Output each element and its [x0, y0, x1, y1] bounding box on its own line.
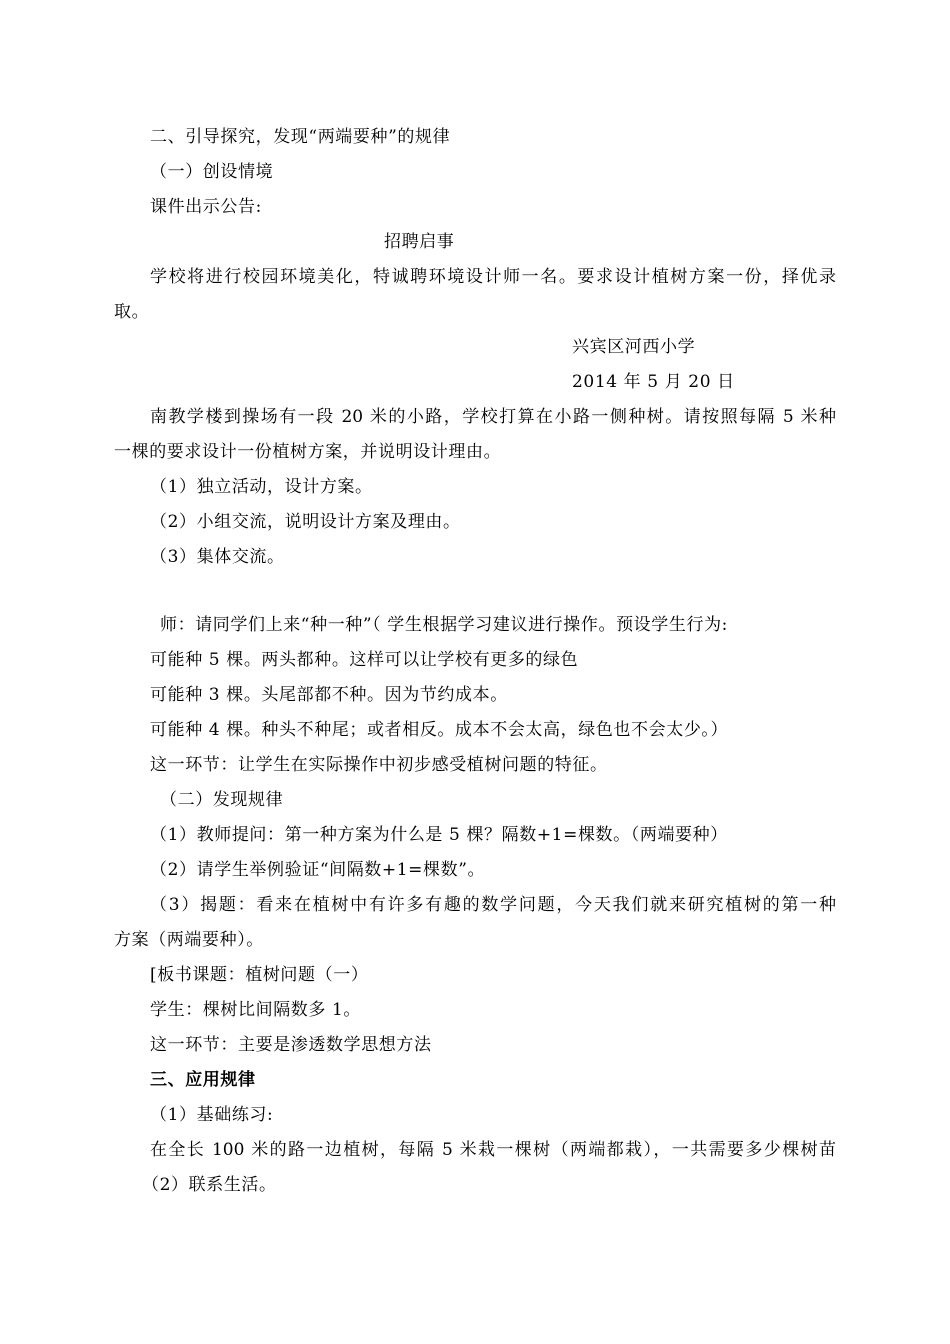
task-line-1: 南教学楼到操场有一段 20 米的小路，学校打算在小路一侧种树。请按照每隔 5 米种: [150, 407, 836, 427]
teacher-prompt: 师：请同学们上来“种一种”（ 学生根据学习建议进行操作。预设学生行为:: [160, 615, 729, 635]
student-answer: 学生：棵树比间隔数多 1。: [150, 1000, 362, 1020]
notice-signer: 兴宾区河西小学: [572, 337, 696, 357]
notice-title: 招聘启事: [384, 232, 455, 252]
reveal-line-1: （3）揭题：看来在植树中有许多有趣的数学问题，今天我们就来研究植树的第一种: [150, 895, 836, 915]
basic-practice-label: （1）基础练习:: [150, 1105, 274, 1125]
step-item: （1）独立活动，设计方案。: [150, 477, 373, 497]
reveal-line-2: 方案（两端要种）。: [114, 930, 264, 950]
rule-item: （2）请学生举例验证“间隔数+1=棵数”。: [150, 860, 486, 880]
step-item: （3）集体交流。: [150, 547, 285, 567]
prediction-item: 可能种 5 棵。两头都种。这样可以让学校有更多的绿色: [150, 650, 579, 670]
notice-body-line-1: 学校将进行校园环境美化，特诚聘环境设计师一名。要求设计植树方案一份，择优录: [150, 267, 836, 287]
stage-note-2: 这一环节：主要是渗透数学思想方法: [150, 1035, 432, 1055]
section-2-heading: 二、引导探究，发现“两端要种”的规律: [150, 127, 451, 147]
notice-date: 2014 年 5 月 20 日: [572, 372, 735, 392]
prediction-item: 可能种 3 棵。头尾部都不种。因为节约成本。: [150, 685, 508, 705]
subsection-2-heading: （二）发现规律: [160, 790, 284, 810]
step-item: （2）小组交流，说明设计方案及理由。: [150, 512, 461, 532]
section-3-heading: 三、应用规律: [150, 1070, 256, 1090]
task-line-2: 一棵的要求设计一份植树方案，并说明设计理由。: [114, 442, 502, 462]
board-title: [板书课题：植树问题（一）: [150, 965, 369, 985]
stage-note-1: 这一环节：让学生在实际操作中初步感受植树问题的特征。: [150, 755, 608, 775]
courseware-label: 课件出示公告:: [150, 197, 262, 217]
notice-body-line-2: 取。: [114, 302, 150, 322]
subsection-1-heading: （一）创设情境: [150, 162, 274, 182]
rule-item: （1）教师提问：第一种方案为什么是 5 棵？隔数+1=棵数。（两端要种）: [150, 825, 728, 845]
prediction-item: 可能种 4 棵。种头不种尾；或者相反。成本不会太高，绿色也不会太少。）: [150, 720, 729, 740]
exercise-text: 在全长 100 米的路一边植树，每隔 5 米栽一棵树（两端都栽），一共需要多少棵树苗: [150, 1140, 836, 1160]
life-connection-label: （2）联系生活。: [142, 1175, 277, 1195]
